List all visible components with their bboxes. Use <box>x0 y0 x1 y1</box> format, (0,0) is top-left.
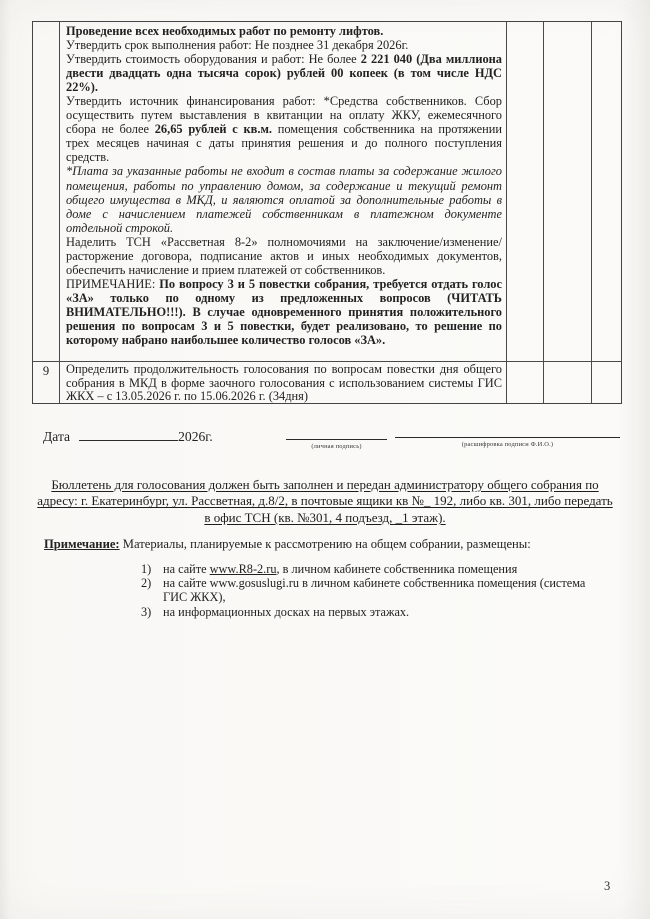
agenda-paragraph <box>66 24 502 38</box>
date-blank-field <box>79 427 178 441</box>
agenda-paragraph <box>66 164 502 234</box>
note-list-item <box>141 562 611 576</box>
number-column-divider <box>59 22 60 403</box>
personal-signature-caption: (личная подпись) <box>311 443 362 450</box>
note-label: Примечание: <box>44 537 120 551</box>
ballot-return-notice: Бюллетень для голосования должен быть заполнен и передан администратору общего собрания по адресу: г. Екатеринбург, ул. Рассветная, д.8/2, в почтовые ящики кв №_ 192, либо кв. 301, либо передать в офис ТСН (кв. №301, 4 подъезд, _1 этаж). <box>37 477 613 525</box>
row9-text-cell: Определить продолжительность голосования по вопросам повестки дня общего собрания в МКД в форме заочного голосования с использованием системы ГИС ЖКХ – с 13.05.2026 г. по 15.06.2026 г. (34дня) <box>66 362 502 403</box>
row9-number: 9 <box>42 364 50 378</box>
signature-decipher-caption: (расшифровка подписи Ф.И.О.) <box>461 441 554 448</box>
text-segment: на сайте <box>163 562 210 576</box>
list-item-text <box>163 605 409 619</box>
list-item-text <box>163 576 611 604</box>
personal-signature-block <box>286 439 387 450</box>
agenda-paragraph <box>66 52 502 94</box>
list-item-text <box>163 562 517 576</box>
text-segment: Наделить ТСН «Рассветная 8-2» полномочиями на заключение/изменение/расторжение договора, подписание актов и иных необходимых документов, обеспечить начисление и прием платежей от собственников. <box>66 234 502 277</box>
text-segment: По вопросу 3 и 5 повестки собрания, требуется отдать голос «ЗА» только по одному из предложенных вопросов (ЧИТАТЬ ВНИМАТЕЛЬНО!!!). В случае одновременного принятия положительного решения по вопросам 3 и 5 повестки, будет реализовано, то решение по которому набрано наибольшее количество голосов «ЗА». <box>66 276 502 348</box>
row8-vote-cell-2 <box>543 22 591 361</box>
note-list-item <box>141 576 611 604</box>
note-list-item <box>141 605 611 619</box>
signature-decipher-line <box>395 437 620 438</box>
row8-vote-cell-3 <box>591 22 621 361</box>
row9-vote-cell-1 <box>506 361 543 403</box>
signature-decipher-block <box>395 437 620 448</box>
text-segment: помещения собственника на протяжении трех месяцев начиная с даты принятия решения и до полного поступления средств. <box>66 122 502 165</box>
text-segment: 26,65 рублей с кв.м. <box>154 122 272 137</box>
text-segment: Утвердить стоимость оборудования и работ: Не более <box>66 52 361 67</box>
row9-vote-cell-2 <box>543 361 591 403</box>
date-line <box>43 427 213 445</box>
row8-vote-cell-1 <box>506 22 543 361</box>
list-item-number: 2) <box>141 576 152 591</box>
agenda-paragraph <box>66 94 502 164</box>
text-segment: на сайте www.gosuslugi.ru в личном кабинете собственника помещения (система ГИС ЖКХ), <box>163 576 586 605</box>
text-segment: на информационных досках на первых этажах. <box>163 604 410 619</box>
list-item-number: 1) <box>141 562 152 576</box>
text-segment: Утвердить источник финансирования работ: *Средства собственников. Сбор осуществить путем выставления в квитанции на оплату ЖКУ, ежемесячного сбора не более <box>66 94 502 137</box>
agenda-table <box>32 21 622 404</box>
text-segment: , в личном кабинете собственника помещения <box>276 562 518 576</box>
date-year-suffix: 2026г. <box>178 429 213 444</box>
agenda-paragraph <box>66 235 502 277</box>
text-segment: ПРИМЕЧАНИЕ: <box>66 276 160 291</box>
agenda-paragraph <box>66 38 502 52</box>
note-heading <box>44 537 604 552</box>
text-segment: *Плата за указанные работы не входит в состав платы за содержание жилого помещения, работы по управлению домом, за содержание и текущий ремонт общего имущества в МКД, и являются оплатой за дополнительные работы в доме с начислением платежей собственникам в платежном документе отдельной строкой. <box>66 164 502 235</box>
text-segment: www.R8-2.ru <box>209 562 277 576</box>
row8-text-cell <box>66 24 502 360</box>
list-item-number: 3) <box>141 604 152 619</box>
personal-signature-line <box>286 439 387 440</box>
note-intro: Материалы, планируемые к рассмотрению на общем собрании, размещены: <box>119 537 531 551</box>
text-segment: 2 221 040 (Два миллиона двести двадцать одна тысяча сорок) рублей 00 копеек (в том числе НДС 22%). <box>66 52 502 95</box>
text-segment: Утвердить срок выполнения работ: Не позднее 31 декабря 2026г. <box>66 38 409 53</box>
date-label: Дата <box>43 429 71 444</box>
text-segment: Проведение всех необходимых работ по ремонту лифтов. <box>66 24 384 38</box>
page-number: 3 <box>604 879 611 893</box>
row8-number-cell <box>33 22 59 361</box>
agenda-paragraph <box>66 277 502 347</box>
note-list <box>141 562 611 619</box>
row9-vote-cell-3 <box>591 361 621 403</box>
